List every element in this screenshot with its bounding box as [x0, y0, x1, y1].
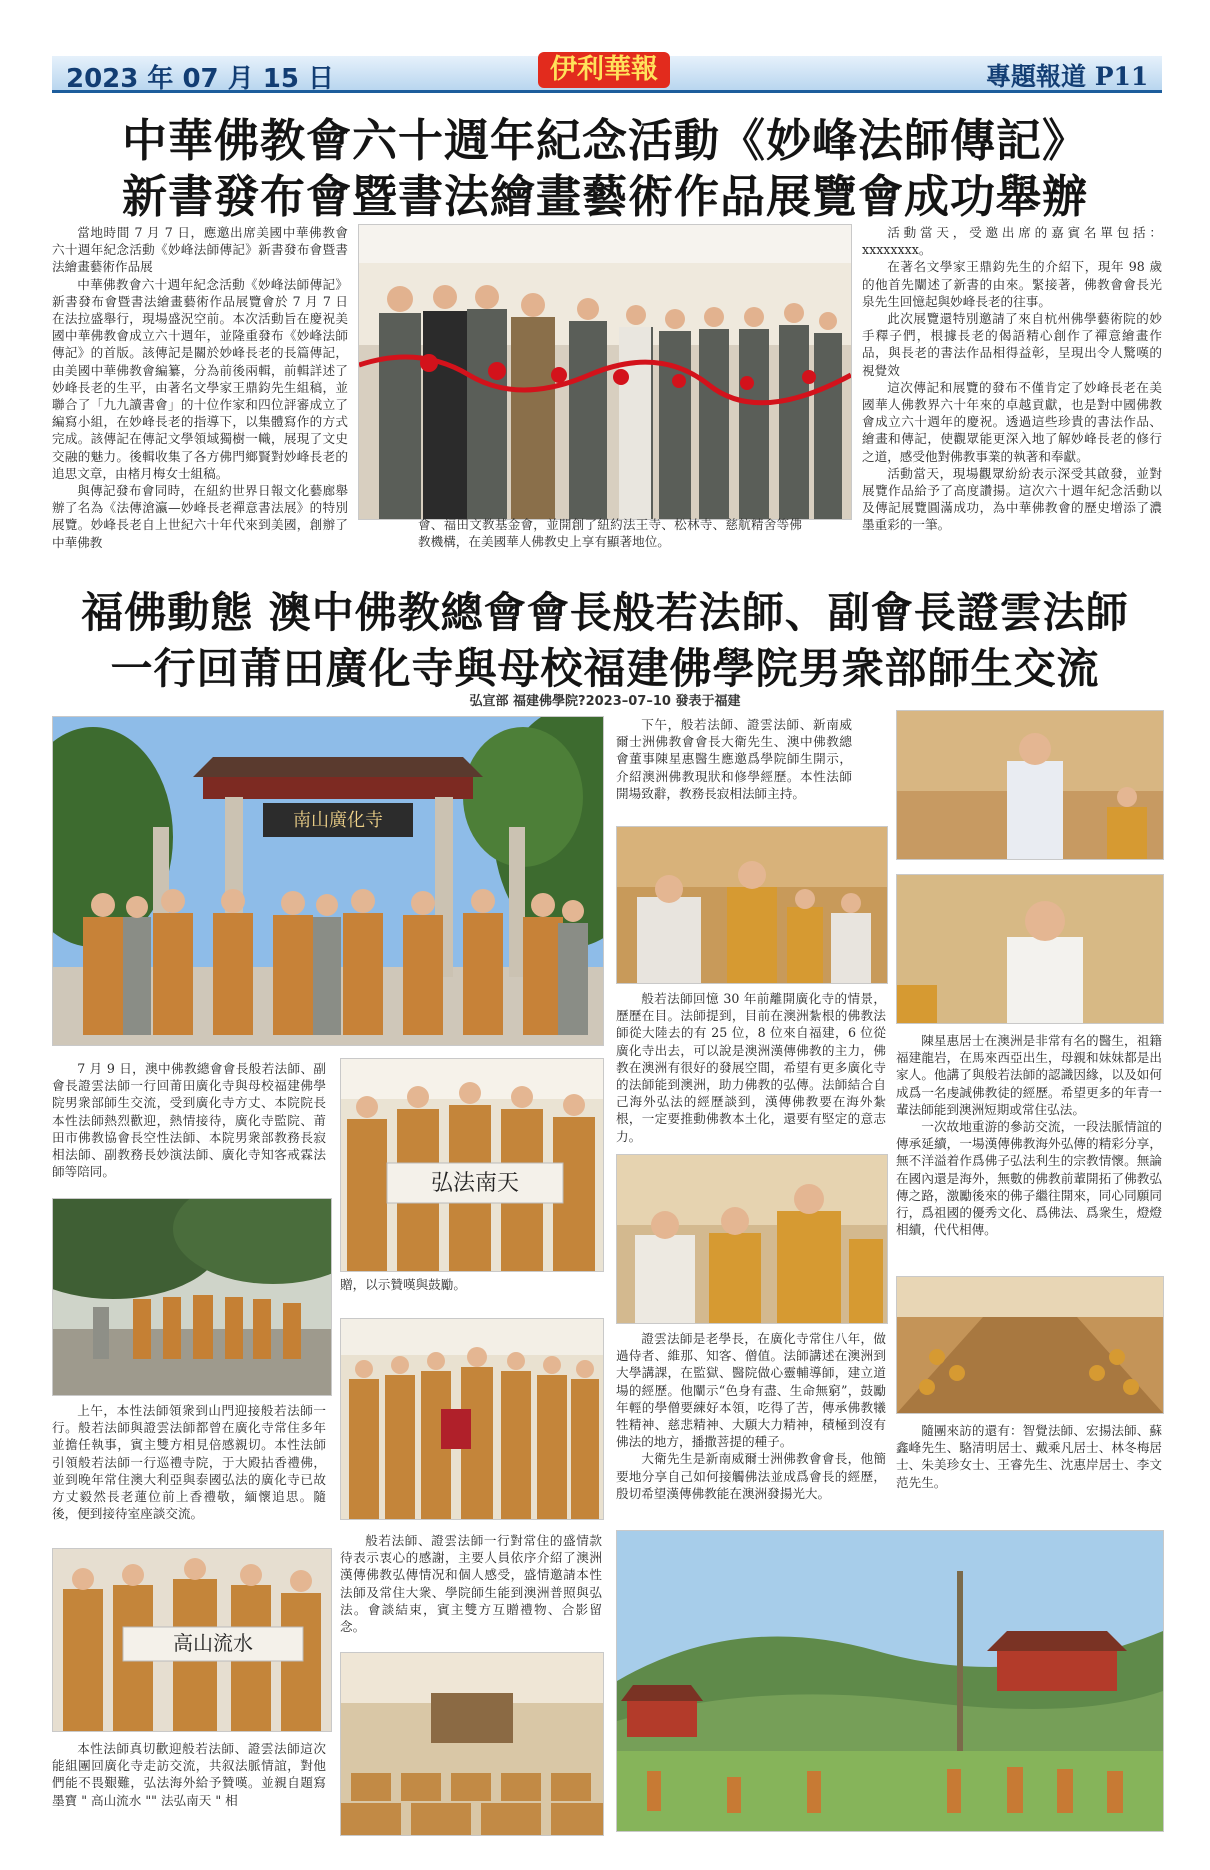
section-label: 專題報道 P11	[986, 62, 1149, 91]
article2-gift-text	[52, 1740, 326, 1809]
article2-chen-text	[896, 1032, 1162, 1238]
courtyard-procession-photo	[52, 1198, 332, 1396]
article1-right-column	[862, 224, 1162, 534]
article2-members-text	[896, 1422, 1162, 1491]
article2-title-line1: 福佛動態 澳中佛教總會會長般若法師、副會長證雲法師	[81, 588, 1129, 637]
article2-paragraph: 下午，般若法師、證雲法師、新南威爾士洲佛教會會長大衛先生、澳中佛教總會董事陳星惠醫生應邀爲學院師生開示，介紹澳洲佛教現狀和修學經歷。本性法師開場致辭，教務長寂相法師主持。	[616, 717, 852, 801]
calligraphy-gift-photo-2	[52, 1548, 332, 1732]
article1-left-column	[52, 224, 348, 551]
article1-paragraph: 在著名文學家王鼎鈞先生的介紹下，現年 98 歲的他首先闡述了新書的由來。緊接著，佛教會會長光泉先生回憶起與妙峰長老的往事。	[862, 259, 1162, 309]
article2-paragraph: 般若法師回憶 30 年前離開廣化寺的情景，歷歷在目。法師提到，目前在澳洲紮根的佛教法師從大陸去的有 25 位，8 位來自福建，6 位從廣化寺出去，可以說是澳洲漢傳佛教的主力，佛教在澳洲有很好的發展空間，希望有更多廣化寺的法師能到澳洲，助力佛教的弘傳。法師結合自己海外弘法的經歷談到，漢傳佛教要在海外紮根，一定要推動佛教本土化，還要有堅定的意志力。	[616, 991, 886, 1144]
article2-morning-text	[52, 1402, 326, 1522]
lecture-hall-photo	[340, 1652, 604, 1836]
article1-title-line1: 中華佛教會六十週年紀念活動《妙峰法師傳記》	[121, 114, 1088, 167]
newspaper-logo: 伊利華報	[538, 52, 670, 88]
talk-photo-1	[616, 826, 888, 984]
article2-title-line2: 一行回莆田廣化寺與母校福建佛學院男衆部師生交流	[110, 644, 1100, 693]
scroll-calligraphy-1: 弘法南天	[430, 1171, 520, 1196]
article2-paragraph: 般若法師、證雲法師一行對常住的盛情款待表示衷心的感謝，主要人員依序介紹了澳洲漢傳佛教弘傳情况和個人感受，盛情邀請本性法師及常住大衆、學院師生能到澳洲普照與弘法。會談結束，賓主雙方互贈禮物、合影留念。	[340, 1533, 602, 1635]
article2-paragraph: 7 月 9 日，澳中佛教總會會長般若法師、副會長證雲法師一行回莆田廣化寺與母校福建佛學院男衆部師生交流，受到廣化寺方丈、本院院長本性法師熱烈歡迎，熱情接待，廣化寺監院、莆田市佛教協會長空性法師、本院男衆部教務長寂相法師、副教務長妙演法師、廣化寺知客戒霖法師等陪同。	[52, 1061, 326, 1180]
article2-paragraph: 贈，以示贊嘆與鼓勵。	[340, 1277, 466, 1292]
article1-paragraph: 活動當天，現場觀眾紛紛表示深受其啟發，並對展覽作品給予了高度讚揚。這次六十週年紀念活動以及傳記展覽圓滿成功，為中華佛教會的歷史增添了濃墨重彩的一筆。	[862, 465, 1162, 533]
temple-gate-group-photo	[52, 716, 604, 1046]
article2-afternoon-text	[616, 716, 852, 802]
temple-gate-sign: 南山廣化寺	[293, 810, 383, 831]
article2-paragraph: 上午，本性法師領衆到山門迎接般若法師一行。般若法師與證雲法師都曾在廣化寺常住多年並擔任執事，賓主雙方相見倍感親切。本性法師引領般若法師一行巡禮寺院，于大殿拈香禮佛，並到晚年常住澳大利亞與泰國弘法的廣化寺已故方丈毅然長老蓮位前上香禮敬，緬懷追思。隨後，便到接待室座談交流。	[52, 1403, 326, 1522]
article1-paragraph: 當地時間 7 月 7 日，應邀出席美國中華佛教會六十週年紀念活動《妙峰法師傳記》新書發布會暨書法繪畫藝術作品展	[52, 225, 348, 275]
article2-zhengyun-text	[616, 1330, 886, 1502]
speaker-photo-david	[896, 710, 1164, 860]
article1-paragraph: 活動當天，受邀出席的嘉賓名單包括：xxxxxxxx。	[862, 225, 1162, 258]
article2-intro-text	[52, 1060, 326, 1180]
article1-paragraph: 會、福田文教基金會，並開創了紐約法王寺、松林寺、慈航精舍等佛教機構，在美國華人佛教史上享有顯著地位。	[418, 517, 802, 550]
classroom-photo	[896, 1276, 1164, 1414]
article2-paragraph: 隨團來訪的還有：智覺法師、宏揚法師、蘇鑫峰先生、駱清明居士、戴乘凡居士、林冬梅居士、朱美珍女士、王睿先生、沈惠岸居士、李文范先生。	[896, 1423, 1162, 1490]
article1-mid-column	[418, 516, 802, 550]
article2-byline: 弘宣部 福建佛學院?2023–07–10 發表于福建	[469, 694, 741, 709]
talk-photo-2	[616, 1154, 888, 1324]
article1-paragraph: 此次展覽還特別邀請了來自杭州佛學藝術院的妙手釋子們，根據長老的偈語精心創作了禪意繪畫作品，與長老的書法作品相得益彰，呈現出令人驚嘆的視覺效	[862, 311, 1162, 378]
article2-meeting-text	[340, 1532, 602, 1635]
article2-paragraph: 陳星惠居士在澳洲是非常有名的醫生，祖籍福建龍岩，在馬來西亞出生，母親和妹妹都是出家人。他講了與般若法師的認識因緣，以及如何成爲一名虔誠佛教徒的經歷。希望更多的年青一輩法師能到澳洲短期或常住弘法。	[896, 1033, 1162, 1117]
article1-paragraph: 中華佛教會六十週年紀念活動《妙峰法師傳記》新書發布會暨書法繪畫藝術作品展覽會於 7 月 7 日在法拉盛舉行，現場盛況空前。本次活動旨在慶祝美國中華佛教會成立六十週年，並隆重發布《妙峰法師傳記》的首版。該傳記是關於妙峰長老的長篇傳記，由美國中華佛教會編纂，分為前後兩輯，前輯詳述了妙峰長老的生平，由著名文學家王鼎鈞先生組稿，並聯合了「九九讀書會」的十位作家和四位評審成立了編寫小組，在妙峰長老的指導下，以集體寫作的方式完成。該傳記在傳記文學領域獨樹一幟，展現了文史交融的魅力。後輯收集了各方佛門鄉賢對妙峰長老的追思文章，由楮月梅女士組稿。	[52, 276, 348, 481]
speaker-photo-chen	[896, 874, 1164, 1024]
article1-paragraph: 這次傳記和展覽的發布不僅肯定了妙峰長老在美國華人佛教界六十年來的卓越貢獻，也是對中國佛教會成立六十週年的慶祝。透過這些珍貴的書法作品、繪畫和傳記，使觀眾能更深入地了解妙峰長老的修行之道，感受他對佛教事業的執著和奉獻。	[862, 379, 1162, 464]
article2-banruo-text	[616, 990, 886, 1145]
scroll-calligraphy-2: 高山流水	[173, 1631, 253, 1655]
ribbon-cutting-photo	[358, 224, 852, 520]
article2-paragraph: 一次故地重游的參訪交流，一段法脈情誼的傳承延續，一場漢傳佛教海外弘傳的精彩分享，無不洋溢着作爲佛子弘法利生的宗教情懷。無論在國內還是海外，無數的佛教前輩開拓了佛教弘傳之路，激勵後來的佛子繼往開來，同心同願同行，爲祖國的優秀文化、爲佛法、爲衆生，燈燈相續，代代相傳。	[896, 1119, 1162, 1238]
calligraphy-gift-photo-1	[340, 1058, 604, 1272]
gift-exchange-photo	[340, 1318, 604, 1520]
article2-paragraph: 大衛先生是新南威爾士洲佛教會會長，他簡要地分享自己如何接觸佛法並成爲會長的經歷，殷切希望漢傳佛教能在澳洲發揚光大。	[616, 1451, 886, 1501]
issue-date: 2023 年 07 月 15 日	[66, 64, 334, 94]
article2-paragraph: 證雲法師是老學長，在廣化寺常住八年，做過侍者、維那、知客、僧值。法師講述在澳洲到大學講課，在監獄、醫院做心靈輔導師，建立道場的經歷。他闡示“色身有盡、生命無窮”，鼓勵年輕的學僧要練好本領，吃得了苦，傳承佛教犧牲精神、慈悲精神、大願大力精神，積極到沒有佛法的地方，播撒菩提的種子。	[616, 1331, 886, 1450]
article2-gift-caption	[340, 1276, 602, 1293]
article1-title-line2: 新書發布會暨書法繪畫藝術作品展覽會成功舉辦	[121, 170, 1088, 223]
temple-landscape-photo	[616, 1530, 1164, 1832]
article1-paragraph: 與傳記發布會同時，在紐約世界日報文化藝廊舉辦了名為《法傳滄瀛—妙峰長老禪意書法展》的特別展覽。妙峰長老自上世紀六十年代來到美國，創辦了中華佛教	[52, 483, 348, 550]
article2-paragraph: 本性法師真切歡迎般若法師、證雲法師這次能組團回廣化寺走訪交流，共叙法脈情誼，對他們能不畏艱難，弘法海外給予贊嘆。並親自題寫墨寶 " 高山流水 "" 法弘南天 " 相	[52, 1741, 326, 1808]
